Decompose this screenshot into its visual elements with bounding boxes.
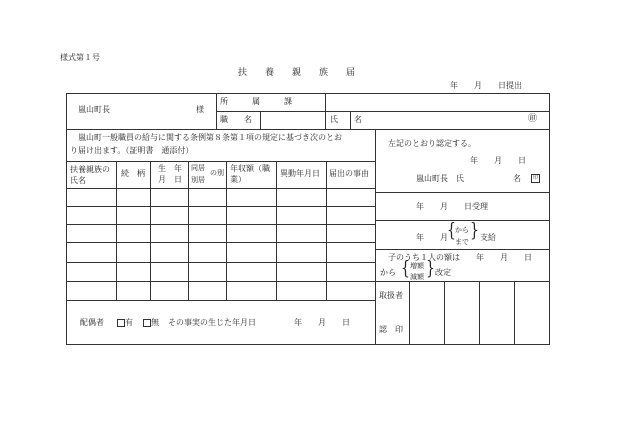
per-child-increase: 増額 [410,262,424,270]
form-number: 様式第１号 [60,53,100,62]
spouse-fact-date-label: その事実の生じた年月日 [168,318,256,327]
approval-statement: 左記のとおり認定する。 [388,139,476,148]
table-row-line [66,262,375,263]
spouse-no-label: 無 [151,318,159,327]
divider [260,111,261,129]
brace-icon: { [447,220,456,242]
submission-date: 年 月 日提出 [450,81,522,90]
brace-icon: } [470,220,479,242]
divider [326,161,327,300]
spouse-yes-checkbox[interactable] [117,319,125,327]
divider [325,93,326,129]
table-row-line [66,281,375,282]
divider [375,281,550,282]
table-row-line [66,188,375,189]
col-birth-2: 月 日 [158,175,182,184]
approval-mayor: 嵐山町長 氏 [416,174,464,183]
col-income-2: 業） [230,175,246,184]
department-label: 所 属 課 [220,97,292,106]
per-child-from: から [380,268,396,277]
per-child-decrease: 減額 [410,273,424,281]
approval-date: 年 月 日 [470,156,526,165]
col-birth-1: 生 年 [158,164,182,173]
intro-line-1: 嵐山町一般職員の給与に関する条例第８条第１項の規定に基づき次のとお [78,133,342,142]
divider [116,161,117,300]
per-child-revised: 改定 [435,268,451,277]
divider [375,220,550,221]
divider [66,129,550,130]
divider [188,161,189,300]
per-child-line: 子のうち１人の額は 年 月 日 [388,253,532,262]
addressee-name: 嵐山町長 [78,105,110,114]
intro-line-2: り届け出ます。（証明書 通添付） [70,146,194,155]
col-relationship: 続 柄 [121,169,145,178]
applicant-seal: ㊞ [528,114,538,124]
brace-icon: { [401,258,410,280]
col-income-1: 年収額（職 [230,164,270,173]
divider [66,161,375,162]
handler-seal-label: 認 印 [379,325,403,334]
approval-seal: 印 [532,175,538,181]
divider [375,249,550,250]
spouse-label: 配偶者 [80,318,104,327]
table-row-line [66,242,375,243]
payment-from: から [455,226,469,234]
position-label: 職 名 [220,115,252,124]
divider [150,161,151,300]
payment-to: まで [455,238,469,246]
divider [216,111,550,112]
spouse-yes-label: 有 [125,318,133,327]
table-row-line [66,224,375,225]
approval-name-suffix: 名 [513,174,521,183]
divider [226,161,227,300]
payment-suffix: 支給 [480,233,496,242]
table-row-line [66,206,375,207]
divider [444,281,445,345]
form-frame [66,93,550,345]
divider [276,161,277,300]
name-label: 氏 名 [330,115,362,124]
divider [375,129,376,345]
brace-icon: } [426,258,435,280]
table-row-line [66,300,375,301]
addressee-honorific: 様 [196,105,204,114]
divider [375,192,550,193]
handler-label: 取扱者 [379,291,403,300]
divider [514,281,515,345]
col-family-name-2: 氏名 [70,176,86,185]
col-reason: 届出の事由 [329,169,369,178]
col-change-date: 異動年月日 [280,169,320,178]
col-cohab-3: 別居 [191,176,205,184]
received-date: 年 月 日受理 [416,202,488,211]
spouse-fact-date: 年 月 日 [294,318,350,327]
payment-start: 年 月 [416,233,448,242]
divider [479,281,480,345]
col-cohab-2: の別 [210,169,224,177]
spouse-no-checkbox[interactable] [143,319,151,327]
col-family-name-1: 扶養親族の [70,165,110,174]
form-title: 扶 養 親 族 届 [238,68,356,78]
col-cohab-1: 同居 [191,164,205,172]
divider [409,281,410,345]
